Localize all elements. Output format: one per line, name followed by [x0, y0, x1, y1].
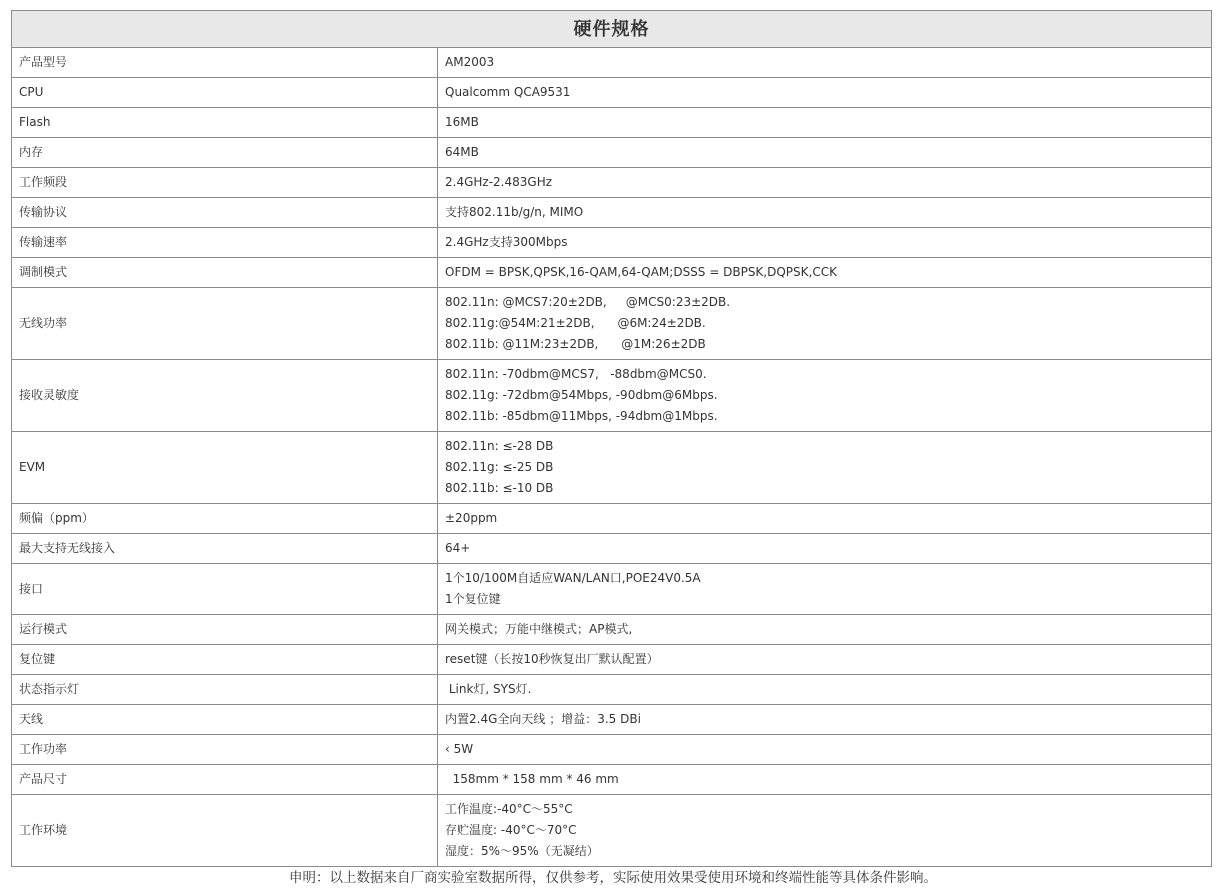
table-row [12, 108, 1212, 138]
table-row [12, 504, 1212, 534]
spec-value [438, 564, 1212, 615]
table-row [12, 78, 1212, 108]
spec-value [438, 645, 1212, 675]
spec-label: Flash [12, 108, 438, 138]
spec-value-line: reset键（长按10秒恢复出厂默认配置） [445, 652, 659, 666]
spec-value [438, 48, 1212, 78]
spec-value-line: ±20ppm [445, 511, 498, 525]
table-row [12, 675, 1212, 705]
spec-value-line: 802.11n: ≤-28 DB [445, 439, 554, 453]
spec-label: 接收灵敏度 [12, 360, 438, 432]
spec-label: 无线功率 [12, 288, 438, 360]
table-row [12, 735, 1212, 765]
spec-value-line: Qualcomm QCA9531 [445, 85, 571, 99]
spec-value-line: 存贮温度: -40°C～70°C [445, 823, 577, 837]
spec-value [438, 765, 1212, 795]
spec-label: 产品尺寸 [12, 765, 438, 795]
spec-value-line: 2.4GHz-2.483GHz [445, 175, 553, 189]
spec-value-line: 16MB [445, 115, 479, 129]
spec-value-line: 2.4GHz支持300Mbps [445, 235, 568, 249]
spec-label: 状态指示灯 [12, 675, 438, 705]
spec-value-line: 网关模式；万能中继模式；AP模式, [445, 622, 633, 636]
spec-label: 传输速率 [12, 228, 438, 258]
spec-label: 运行模式 [12, 615, 438, 645]
table-row [12, 228, 1212, 258]
table-row [12, 432, 1212, 504]
spec-label: 调制模式 [12, 258, 438, 288]
table-row [12, 795, 1212, 867]
spec-value-line: 802.11g: -72dbm@54Mbps, -90dbm@6Mbps. [445, 388, 718, 402]
spec-value [438, 258, 1212, 288]
spec-label: 最大支持无线接入 [12, 534, 438, 564]
spec-value-line: 802.11b: @11M:23±2DB, @1M:26±2DB [445, 337, 706, 351]
spec-value-line: 支持802.11b/g/n, MIMO [445, 205, 584, 219]
table-row [12, 288, 1212, 360]
spec-label: 工作频段 [12, 168, 438, 198]
spec-value-line: 802.11n: -70dbm@MCS7, -88dbm@MCS0. [445, 367, 707, 381]
spec-label: 产品型号 [12, 48, 438, 78]
spec-value [438, 78, 1212, 108]
spec-value [438, 228, 1212, 258]
spec-label: 传输协议 [12, 198, 438, 228]
table-row [12, 765, 1212, 795]
spec-label: 工作环境 [12, 795, 438, 867]
table-row [12, 198, 1212, 228]
spec-label: 天线 [12, 705, 438, 735]
spec-value-line: 802.11b: ≤-10 DB [445, 481, 554, 495]
spec-value-line: Link灯, SYS灯. [445, 682, 532, 696]
spec-value-line: AM2003 [445, 55, 495, 69]
spec-label: EVM [12, 432, 438, 504]
spec-value [438, 735, 1212, 765]
spec-value-line: 802.11g: ≤-25 DB [445, 460, 554, 474]
spec-value [438, 108, 1212, 138]
spec-label: 内存 [12, 138, 438, 168]
spec-value-line: 1个复位键 [445, 592, 501, 606]
spec-value [438, 504, 1212, 534]
table-row [12, 615, 1212, 645]
spec-value-line: 64MB [445, 145, 479, 159]
spec-value [438, 615, 1212, 645]
spec-value [438, 288, 1212, 360]
spec-value-line: ‹ 5W [445, 742, 474, 756]
spec-value [438, 432, 1212, 504]
spec-value [438, 705, 1212, 735]
spec-rows [12, 48, 1212, 867]
table-row [12, 168, 1212, 198]
spec-value-line: 802.11g:@54M:21±2DB, @6M:24±2DB. [445, 316, 706, 330]
spec-value-line: 802.11b: -85dbm@11Mbps, -94dbm@1Mbps. [445, 409, 718, 423]
spec-value-line: 158mm * 158 mm * 46 mm [445, 772, 619, 786]
spec-value-line: 1个10/100M自适应WAN/LAN口,POE24V0.5A [445, 571, 701, 585]
hardware-spec-table [11, 10, 1212, 867]
disclaimer-text: 申明：以上数据来自厂商实验室数据所得，仅供参考，实际使用效果受使用环境和终端性能等具体条件影响。 [289, 870, 937, 886]
table-row [12, 48, 1212, 78]
spec-value [438, 795, 1212, 867]
table-row [12, 534, 1212, 564]
spec-value-line: 湿度：5%～95%（无凝结） [445, 844, 599, 858]
spec-label: 频偏（ppm） [12, 504, 438, 534]
spec-value-line: 工作温度:-40°C～55°C [445, 802, 573, 816]
table-row [12, 138, 1212, 168]
spec-value [438, 675, 1212, 705]
spec-value-line: OFDM = BPSK,QPSK,16-QAM,64-QAM;DSSS = DBPSK,DQPSK,CCK [445, 265, 837, 279]
spec-label: CPU [12, 78, 438, 108]
table-title: 硬件规格 [12, 11, 1212, 48]
spec-value-line: 802.11n: @MCS7:20±2DB, @MCS0:23±2DB. [445, 295, 731, 309]
spec-value-line: 内置2.4G全向天线 ；增益：3.5 DBi [445, 712, 641, 726]
spec-value [438, 198, 1212, 228]
spec-value [438, 138, 1212, 168]
spec-value [438, 534, 1212, 564]
table-row [12, 360, 1212, 432]
table-row [12, 258, 1212, 288]
spec-value [438, 168, 1212, 198]
spec-label: 复位键 [12, 645, 438, 675]
spec-label: 工作功率 [12, 735, 438, 765]
table-row [12, 705, 1212, 735]
spec-value-line: 64+ [445, 541, 471, 555]
spec-label: 接口 [12, 564, 438, 615]
spec-value [438, 360, 1212, 432]
table-row [12, 564, 1212, 615]
table-row [12, 645, 1212, 675]
